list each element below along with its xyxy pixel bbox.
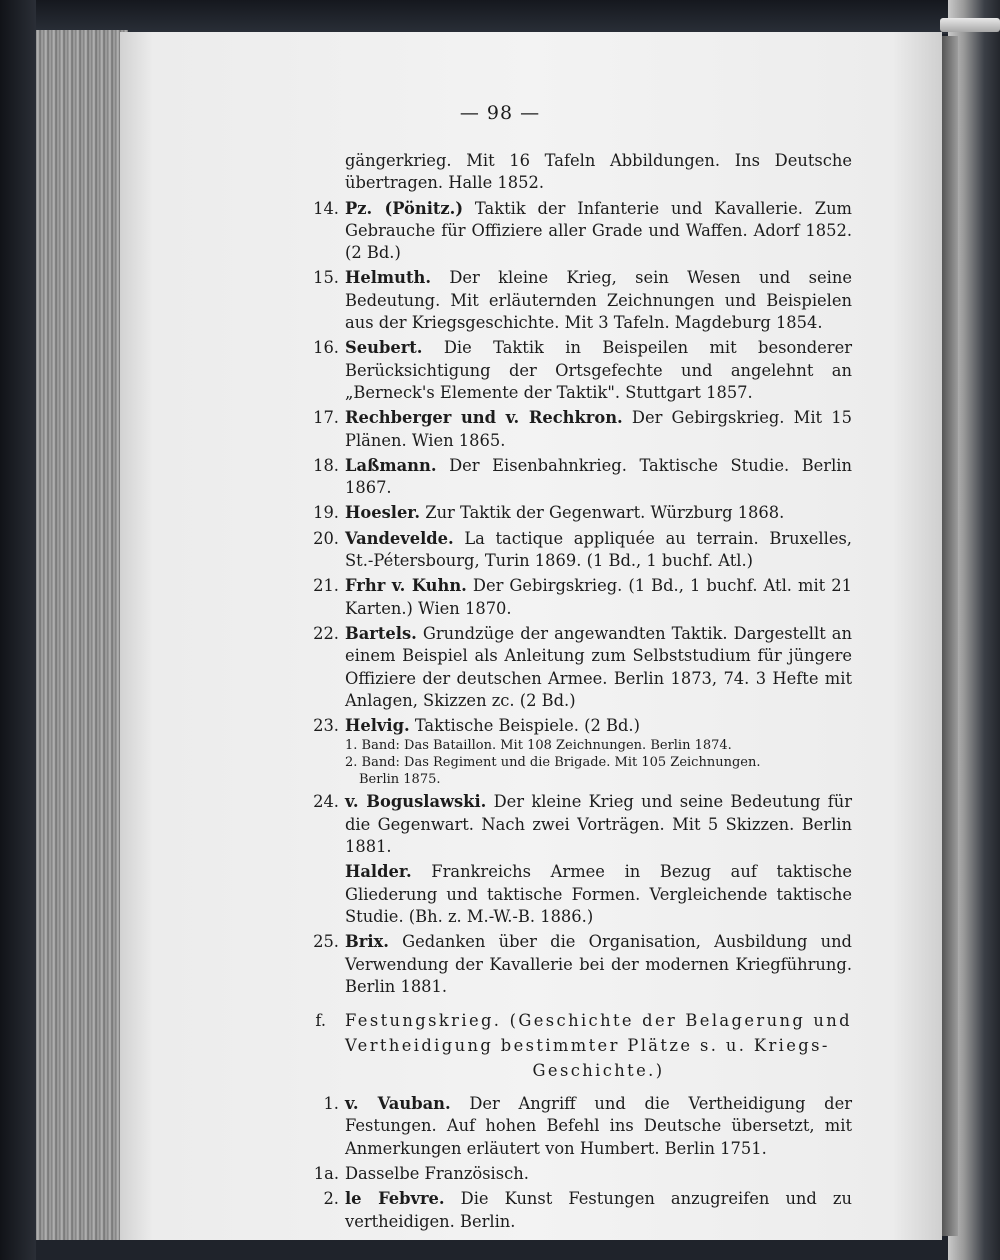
list-item: 25. Brix. Gedanken über die Organisation, Ausbildung und Verwendung der Kavallerie bei der modernen Kriegführung. Berlin 1881. [313, 932, 852, 996]
sub-item: 2. Band: Das Regiment und die Brigade. Mit 105 Zeichnungen. [345, 755, 761, 771]
sub-item-continuation: Berlin 1875. [359, 772, 441, 788]
list-item: 24. v. Boguslawski. Der kleine Krieg und seine Bedeutung für die Gegenwart. Nach zwei Vorträgen. Mit 5 Skizzen. Berlin 1881. [313, 792, 853, 857]
section-heading: f. Festungskrieg. (Geschichte der Belagerung und Vertheidigung bestimmter Plätze s. u. Kriegs- Geschichte.) [315, 1011, 852, 1081]
binding-clip [940, 18, 1000, 32]
list-item: 1a. Dasselbe Französisch. [313, 1163, 529, 1183]
list-item: 22. Bartels. Grundzüge der angewandten Taktik. Dargestellt an einem Beispiel als Anleitung zum Selbststudium für jüngere Offiziere der deutschen Armee. Berlin 1873, 74. 3 Hefte mit Anlagen, Skizzen zc. (2 Bd.) [313, 623, 852, 710]
list-item: 2. le Febvre. Die Kunst Festungen anzugreifen und zu vertheidigen. Berlin. [323, 1189, 852, 1231]
list-item: 18. Laßmann. Der Eisenbahnkrieg. Taktische Studie. Berlin 1867. [313, 455, 852, 498]
page-number: — 98 — [459, 102, 541, 124]
list-item: 23. Helvig. Taktische Beispiele. (2 Bd.) [313, 716, 640, 736]
list-item: 15. Helmuth. Der kleine Krieg, sein Wesen und seine Bedeutung. Mit erläuternden Zeichnungen und Beispielen aus der Kriegsgeschichte. Mit 3 Tafeln. Magdeburg 1854. [313, 268, 852, 333]
list-item: 17. Rechberger und v. Rechkron. Der Gebirgskrieg. Mit 15 Plänen. Wien 1865. [313, 408, 852, 450]
list-item: Halder. Frankreichs Armee in Bezug auf taktische Gliederung und taktische Formen. Vergleichende taktische Studie. (Bh. z. M.-W.-B. 1886.) [345, 862, 852, 926]
list-item: 16. Seubert. Die Taktik in Beispeilen mit besonderer Berücksichtigung der Ortsgefechte und angelehnt an „Berneck's Elemente der Taktik". Stuttgart 1857. [313, 338, 852, 402]
list-item: 19. Hoesler. Zur Taktik der Gegenwart. Würzburg 1868. [313, 503, 785, 523]
sub-list [318, 737, 852, 788]
page-content [313, 150, 853, 1233]
list-item: 21. Frhr v. Kuhn. Der Gebirgskrieg. (1 Bd., 1 buchf. Atl. mit 21 Karten.) Wien 1870. [313, 576, 852, 618]
sub-item: 1. Band: Das Bataillon. Mit 108 Zeichnungen. Berlin 1874. [345, 738, 732, 754]
right-page-edge [942, 36, 958, 1236]
list-item: 1. v. Vauban. Der Angriff und die Vertheidigung der Festungen. Auf hohen Befehl ins Deutsche übersetzt, mit Anmerkungen erläutert von Humbert. Berlin 1751. [323, 1094, 852, 1158]
page-edges [36, 30, 128, 1240]
book-cover-left [0, 0, 36, 1260]
list-item: gängerkrieg. Mit 16 Tafeln Abbildungen. Ins Deutsche übertragen. Halle 1852. [345, 151, 852, 193]
list-item: 14. Pz. (Pönitz.) Taktik der Infanterie und Kavallerie. Zum Gebrauche für Offiziere aller Grade und Waffen. Adorf 1852. (2 Bd.) [313, 198, 852, 263]
book-cover-top [0, 0, 1000, 34]
list-item: 20. Vandevelde. La tactique appliquée au terrain. Bruxelles, St.-Pétersbourg, Turin 1869. (1 Bd., 1 buchf. Atl.) [313, 528, 852, 571]
